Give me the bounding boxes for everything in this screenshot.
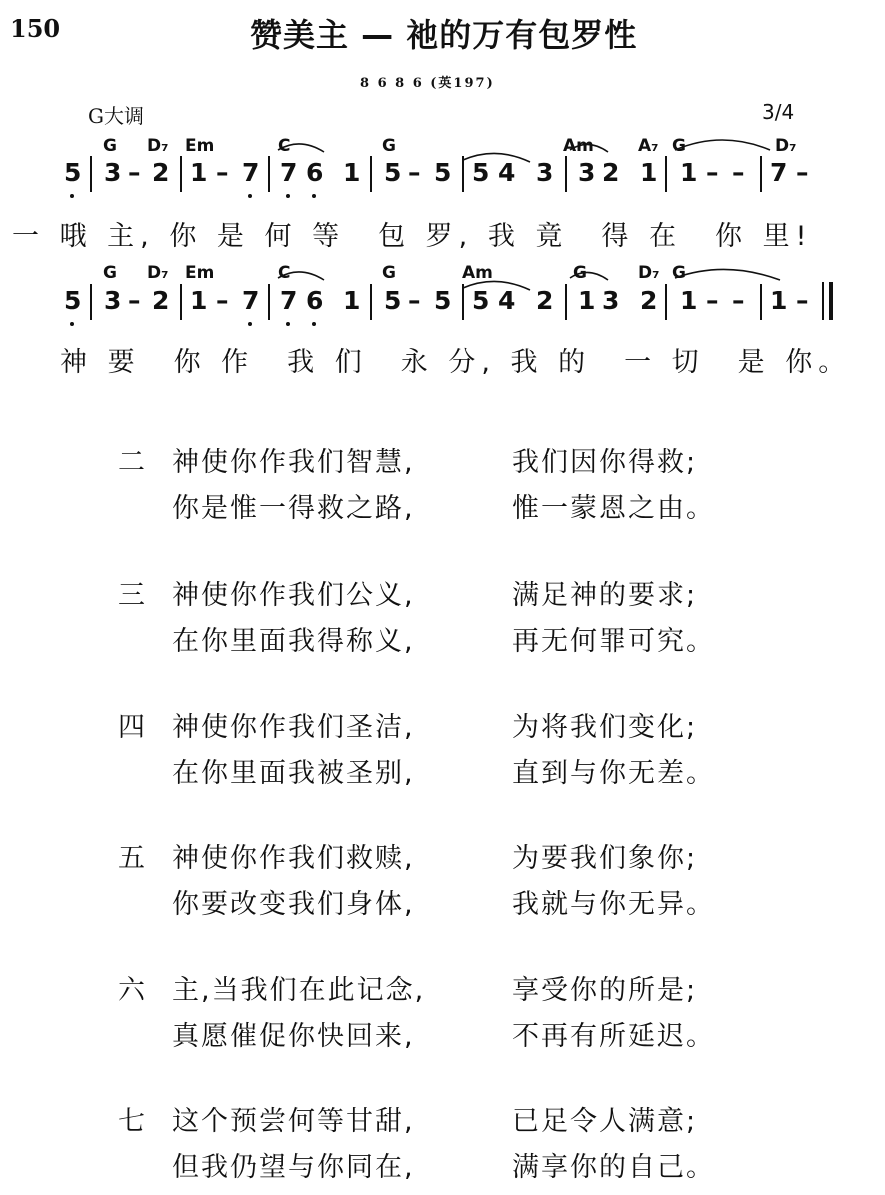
chord-symbol: D₇ [147,136,169,156]
stanza-line-second-half: 已足令人满意; [512,1106,698,1137]
slur-arc [570,272,608,280]
note: 4 [498,286,516,315]
stanza-number: 六 [118,975,147,1006]
note: – [216,158,229,187]
note: 5 [472,158,490,187]
note: – [216,286,229,315]
note: 3 [104,286,122,315]
chord-symbol: G [672,136,686,156]
note: 3 [104,158,122,187]
note: – [706,158,719,187]
stanza-line-first-half: 神使你作我们圣洁, [172,712,415,743]
note: 1 [343,286,361,315]
note: 2 [536,286,554,315]
note: 2 [152,286,170,315]
note: 6 [306,286,324,315]
chord-symbol: G [382,263,396,283]
note: 3 [536,158,554,187]
stanza-number: 三 [118,580,147,611]
note: 7 [242,286,260,315]
note: 7 [280,286,298,315]
stanza-line-first-half: 在你里面我被圣别, [172,758,415,789]
lyric-line: 神 要 你 作 我 们 永 分, 我 的 一 切 是 你。 [60,347,852,378]
stanza-line-second-half: 不再有所延迟。 [512,1021,715,1052]
stanza-number: 七 [118,1106,147,1137]
chord-symbol: Em [185,136,215,156]
chord-symbol: A₇ [638,136,659,156]
note: 5 [472,286,490,315]
hymn-number: 150 [10,14,61,43]
note: – [706,286,719,315]
chord-symbol: C [278,136,291,156]
chord-symbol: G [672,263,686,283]
note: 1 [680,158,698,187]
chord-symbol: C [278,263,291,283]
slur-arc [675,269,780,280]
stanza-line-first-half: 主,当我们在此记念, [172,975,426,1006]
note: – [128,158,141,187]
chord-symbol: Em [185,263,215,283]
slur-arc [278,272,324,280]
note: 1 [190,286,208,315]
chord-symbol: G [382,136,396,156]
stanza-line-second-half: 惟一蒙恩之由。 [512,493,715,524]
stanza-number: 二 [118,447,147,478]
stanza-line-second-half: 满享你的自己。 [512,1152,715,1183]
chord-symbol: D₇ [775,136,797,156]
note: 5 [64,286,82,315]
note: – [732,158,745,187]
time-signature: 3/4 [762,100,795,124]
note: 2 [152,158,170,187]
stanza-line-first-half: 你要改变我们身体, [172,889,415,920]
note: 1 [680,286,698,315]
note: 7 [770,158,788,187]
stanza-number: 五 [118,843,147,874]
note: 1 [578,286,596,315]
stanza-line-second-half: 为将我们变化; [512,712,698,743]
chord-symbol: G [103,263,117,283]
stanza-line-first-half: 在你里面我得称义, [172,626,415,657]
note: 1 [190,158,208,187]
note: – [408,158,421,187]
note: 5 [64,158,82,187]
stanza-line-second-half: 我就与你无异。 [512,889,715,920]
meter-label: 8 6 8 6 (英197) [360,76,495,91]
note: – [796,158,809,187]
chord-symbol: G [103,136,117,156]
note: 2 [640,286,658,315]
stanza-line-second-half: 为要我们象你; [512,843,698,874]
note: 4 [498,158,516,187]
chord-symbol: Am [462,263,493,283]
note: 5 [434,158,452,187]
note: 5 [434,286,452,315]
stanza-line-first-half: 真愿催促你快回来, [172,1021,415,1052]
stanza-line-second-half: 满足神的要求; [512,580,698,611]
note: 2 [602,158,620,187]
note: 6 [306,158,324,187]
stanza-line-second-half: 直到与你无差。 [512,758,715,789]
note: 3 [578,158,596,187]
note: 1 [640,158,658,187]
chord-symbol: D₇ [638,263,660,283]
note: 1 [770,286,788,315]
stanza-line-second-half: 我们因你得救; [512,447,698,478]
chord-symbol: G [573,263,587,283]
stanza-line-second-half: 享受你的所是; [512,975,698,1006]
note: 7 [280,158,298,187]
stanza-line-first-half: 你是惟一得救之路, [172,493,415,524]
chord-symbol: D₇ [147,263,169,283]
note: – [408,286,421,315]
stanza-line-first-half: 神使你作我们救赎, [172,843,415,874]
note: 1 [343,158,361,187]
note: – [128,286,141,315]
note: – [796,286,809,315]
note: 5 [384,286,402,315]
lyric-line: 一 哦 主, 你 是 何 等 包 罗, 我 竟 得 在 你 里! [12,221,813,252]
note: 5 [384,158,402,187]
note: 3 [602,286,620,315]
stanza-line-first-half: 但我仍望与你同在, [172,1152,415,1183]
note: – [732,286,745,315]
hymn-title: 赞美主 — 祂的万有包罗性 [250,16,638,54]
chord-symbol: Am [563,136,594,156]
stanza-line-first-half: 神使你作我们公义, [172,580,415,611]
stanza-number: 四 [118,712,147,743]
slur-arc [463,281,530,290]
stanza-line-first-half: 神使你作我们智慧, [172,447,415,478]
note: 7 [242,158,260,187]
stanza-line-first-half: 这个预尝何等甘甜, [172,1106,415,1137]
key-signature: G大调 [88,104,144,128]
stanza-line-second-half: 再无何罪可究。 [512,626,715,657]
